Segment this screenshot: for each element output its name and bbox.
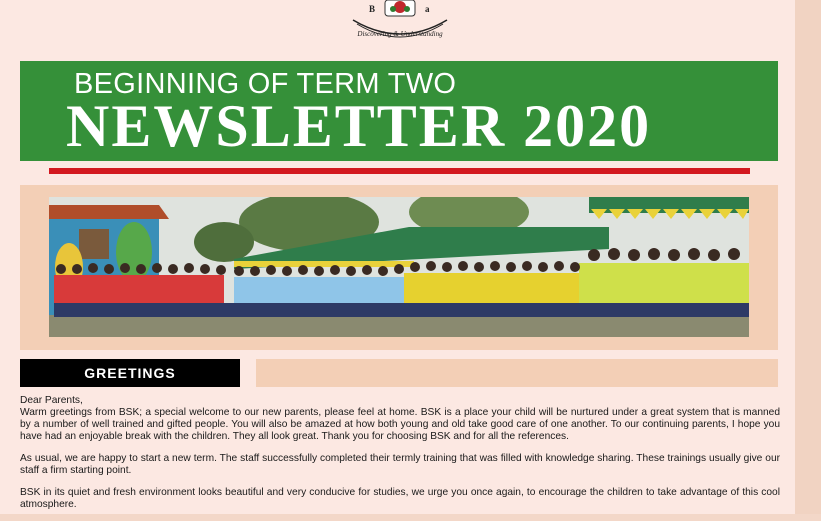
group-photo-icon	[49, 197, 749, 337]
school-logo	[345, 0, 455, 46]
page-edge	[795, 0, 821, 514]
group-photo	[49, 197, 749, 337]
title-banner	[20, 61, 778, 161]
greetings-heading: GREETINGS	[20, 359, 240, 387]
greeting-paragraph-1: Warm greetings from BSK; a special welcome to our new parents, please feel at home. BSK is a place your child will be nurtured under a great system that is manned by a number of well trained and gifted people. You will also be amazed at how both young and old take good care of one another. To our continuing parents, I hope you have had an enjoyable break with the children. They all look great. Thank you for choosing BSK and for all the references.	[20, 407, 780, 442]
banner-subtitle: BEGINNING OF TERM TWO	[74, 68, 457, 100]
greetings-strip	[256, 359, 778, 387]
crest-icon	[345, 0, 455, 46]
greeting-paragraph-2: As usual, we are happy to start a new term. The staff successfully completed their termly training that was filled with knowledge sharing. These trainings usually give our staff a firm starting point.	[20, 453, 780, 476]
salutation: Dear Parents,	[20, 395, 83, 406]
logo-motto: Discovering & Understanding	[357, 30, 443, 38]
svg-text:B: B	[369, 4, 376, 14]
banner-title: NEWSLETTER 2020	[66, 93, 652, 159]
photo-frame	[20, 185, 778, 350]
svg-text:a: a	[425, 4, 430, 14]
greeting-paragraph-3: BSK in its quiet and fresh environment looks beautiful and very conducive for studies, we urge you once again, to encourage the children to take advantage of this cool atmosphere.	[20, 487, 780, 510]
red-divider	[49, 168, 750, 174]
greetings-body	[20, 395, 780, 521]
